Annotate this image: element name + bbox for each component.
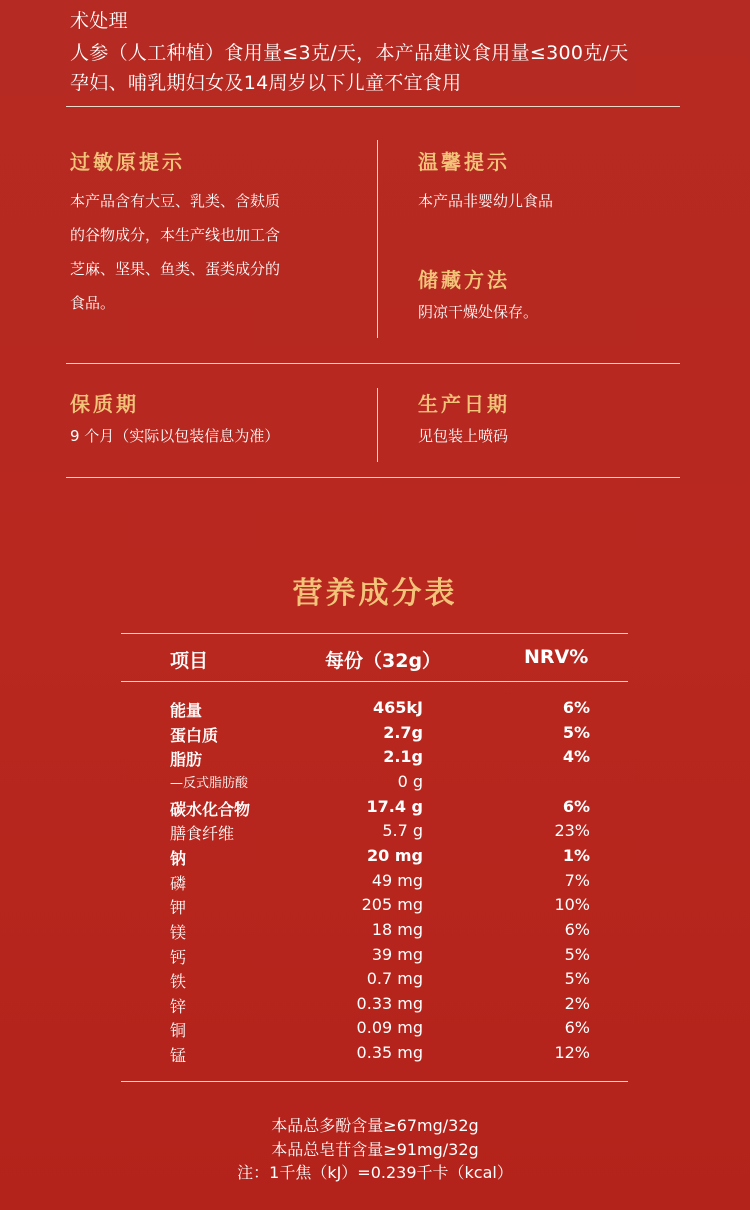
- nutrient-amount: 0 g: [397, 771, 423, 791]
- nutrient-amount: 0.35 mg: [356, 1043, 423, 1063]
- storage-title: 储藏方法: [418, 268, 510, 292]
- nutrient-nrv: 5%: [564, 969, 590, 989]
- storage-text: 阴凉干燥处保存。: [418, 303, 539, 321]
- nutrient-amount: 20 mg: [367, 845, 423, 865]
- nutrient-nrv: 6%: [564, 1018, 590, 1038]
- table-row: [0, 797, 750, 822]
- divider-top: [66, 106, 680, 107]
- nutrient-nrv: 6%: [564, 919, 590, 939]
- nutrient-name: 脂肪: [170, 750, 203, 770]
- nutrient-name: 碳水化合物: [170, 799, 251, 819]
- table-row: [0, 895, 750, 920]
- nutrient-amount: 49 mg: [371, 870, 423, 890]
- table-row: [0, 871, 750, 896]
- table-row: [0, 994, 750, 1019]
- allergen-line: 芝麻、坚果、鱼类、蛋类成分的: [70, 260, 281, 278]
- footer-polyphenol: 本品总多酚含量≥67mg/32g: [271, 1116, 479, 1135]
- table-bottom-rule: [121, 1081, 628, 1082]
- table-row: [0, 698, 750, 723]
- table-row: [0, 920, 750, 945]
- nutrient-nrv: 10%: [554, 895, 590, 915]
- footer-note: 注：1千焦（kJ）=0.239千卡（kcal）: [237, 1163, 513, 1182]
- allergen-line: 食品。: [70, 294, 116, 312]
- nutrient-nrv: 4%: [562, 747, 590, 767]
- nutrient-name: 膳食纤维: [170, 824, 235, 844]
- nutrient-amount: 0.33 mg: [356, 993, 423, 1013]
- nutrient-name: 铁: [170, 972, 187, 992]
- nutrient-amount: 18 mg: [371, 919, 423, 939]
- nutrient-name: 铜: [170, 1021, 187, 1041]
- top-text-line-3: 孕妇、哺乳期妇女及14周岁以下儿童不宜食用: [70, 72, 462, 94]
- table-row: [0, 723, 750, 748]
- table-row: [0, 821, 750, 846]
- allergen-line: 的谷物成分，本生产线也加工含: [70, 226, 281, 244]
- nutrient-nrv: 6%: [562, 698, 590, 717]
- nutrient-name: 能量: [170, 701, 203, 720]
- header-nrv: NRV%: [524, 646, 589, 668]
- nutrient-amount: 17.4 g: [366, 796, 423, 816]
- shelf-life-text: 9 个月（实际以包装信息为准）: [70, 427, 280, 445]
- nutrient-name: 钠: [170, 848, 187, 868]
- allergen-text: [70, 184, 280, 320]
- allergen-title: 过敏原提示: [70, 150, 185, 174]
- allergen-line: 本产品含有大豆、乳类、含麸质: [70, 192, 281, 210]
- nutrient-amount: 0.09 mg: [356, 1018, 423, 1038]
- table-header-rule: [121, 681, 628, 682]
- nutrient-name: 钙: [170, 947, 187, 967]
- nutrient-name: —反式脂肪酸: [170, 775, 249, 791]
- nutrient-amount: 0.7 mg: [366, 969, 423, 989]
- production-date-title: 生产日期: [418, 392, 510, 416]
- nutrient-nrv: 1%: [562, 845, 590, 865]
- divider-vertical-1: [377, 140, 378, 338]
- table-row: [0, 747, 750, 772]
- nutrient-nrv: 23%: [554, 821, 590, 841]
- table-row: [0, 969, 750, 994]
- nutrient-amount: 2.7g: [383, 722, 423, 742]
- nutrient-name: 磷: [170, 873, 187, 893]
- notice-text: 本产品非婴幼儿食品: [418, 192, 554, 210]
- nutrient-nrv: 6%: [562, 796, 590, 816]
- nutrition-title: 营养成分表: [292, 576, 458, 611]
- top-text-line-2: 人参（人工种植）食用量≤3克/天，本产品建议食用量≤300克/天: [70, 42, 629, 64]
- divider-vertical-2: [377, 388, 378, 462]
- nutrient-name: 锌: [170, 996, 187, 1016]
- nutrient-amount: 39 mg: [371, 944, 423, 964]
- nutrient-name: 锰: [170, 1046, 187, 1066]
- nutrient-nrv: 5%: [564, 944, 590, 964]
- table-row: [0, 772, 750, 797]
- shelf-life-title: 保质期: [70, 392, 139, 416]
- nutrient-amount: 205 mg: [361, 895, 423, 915]
- table-row: [0, 846, 750, 871]
- table-top-rule: [121, 633, 628, 634]
- table-row: [0, 945, 750, 970]
- nutrient-amount: 5.7 g: [382, 821, 423, 841]
- divider-bottom: [66, 477, 680, 478]
- table-row: [0, 1043, 750, 1068]
- nutrient-name: 钾: [170, 898, 187, 918]
- nutrient-nrv: 12%: [554, 1043, 590, 1063]
- divider-middle: [66, 363, 680, 364]
- nutrient-name: 蛋白质: [170, 725, 219, 745]
- header-per-serving: 每份（32g）: [325, 650, 442, 672]
- footer-saponin: 本品总皂苷含量≥91mg/32g: [271, 1140, 479, 1159]
- notice-title: 温馨提示: [418, 150, 510, 174]
- table-row: [0, 1018, 750, 1043]
- nutrient-amount: 465kJ: [373, 698, 423, 717]
- nutrient-nrv: 5%: [562, 722, 590, 742]
- top-text-line-1: 术处理: [70, 10, 128, 32]
- nutrient-name: 镁: [170, 922, 187, 942]
- production-date-text: 见包装上喷码: [418, 427, 509, 445]
- nutrient-nrv: 2%: [564, 993, 590, 1013]
- header-item: 项目: [170, 650, 209, 672]
- nutrient-nrv: 7%: [564, 870, 590, 890]
- nutrient-amount: 2.1g: [383, 747, 423, 767]
